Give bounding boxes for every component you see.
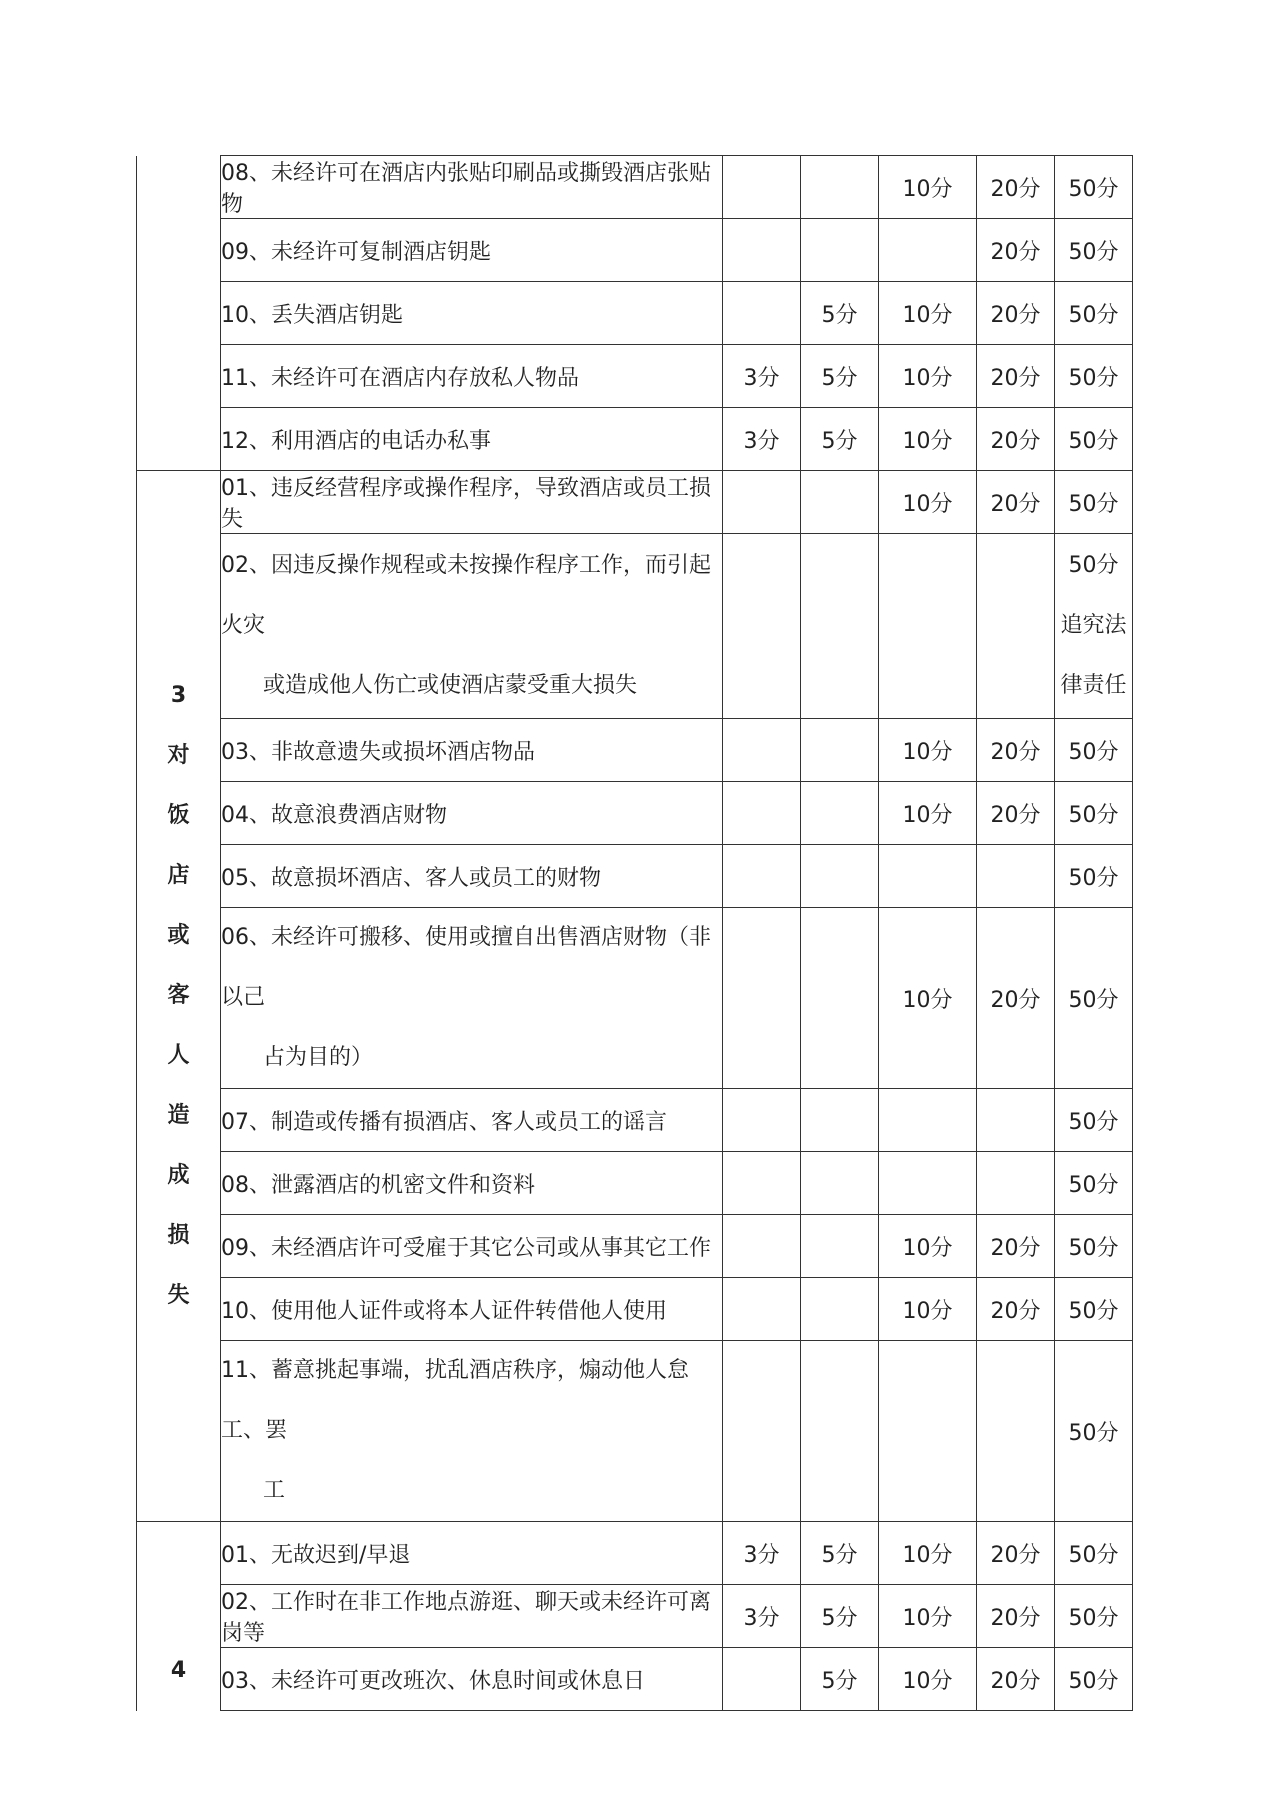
table-row [137,719,1133,782]
penalty-p3 [879,1341,977,1522]
penalty-p2: 5分 [801,1648,879,1711]
penalty-p4: 20分 [977,345,1055,408]
table-row [137,219,1133,282]
penalty-p5: 50分 [1055,1152,1133,1215]
penalty-p3: 10分 [879,1585,977,1648]
penalty-p2 [801,1089,879,1152]
penalty-p1 [723,1341,801,1522]
penalty-p1 [723,282,801,345]
rule-description [221,719,723,782]
penalty-p2: 5分 [801,1585,879,1648]
penalty-p4 [977,534,1055,719]
category-char: 客 [167,983,190,1008]
penalty-p1 [723,845,801,908]
penalty-p4: 20分 [977,719,1055,782]
penalty-p1: 3分 [723,1522,801,1585]
discipline-table [136,155,1133,1711]
rule-text: 08、未经许可在酒店内张贴印刷品或撕毁酒店张贴物 [221,161,711,217]
penalty-p2 [801,719,879,782]
rule-description [221,408,723,471]
rule-text: 05、故意损坏酒店、客人或员工的财物 [221,865,601,891]
penalty-p4: 20分 [977,219,1055,282]
rule-text: 12、利用酒店的电话办私事 [221,428,491,454]
rule-text: 02、因违反操作规程或未按操作程序工作，而引起火灾 [221,553,711,638]
penalty-p4: 20分 [977,782,1055,845]
table-row [137,534,1133,719]
table-row [137,1278,1133,1341]
penalty-p3 [879,219,977,282]
rule-text: 09、未经许可复制酒店钥匙 [221,239,491,265]
penalty-p3: 10分 [879,471,977,534]
table-row [137,1152,1133,1215]
penalty-p4: 20分 [977,1648,1055,1711]
penalty-p5: 50分 [1055,1089,1133,1152]
penalty-p1 [723,219,801,282]
penalty-p1 [723,782,801,845]
category-char: 成 [167,1163,190,1188]
penalty-p3 [879,534,977,719]
penalty-p3: 10分 [879,1278,977,1341]
category-char: 店 [167,863,190,888]
penalty-p5: 50分 [1055,1585,1133,1648]
penalty-line: 追究法 [1060,613,1127,638]
penalty-p5: 50分 [1055,845,1133,908]
penalty-p3 [879,845,977,908]
penalty-p3: 10分 [879,908,977,1089]
penalty-p1 [723,1278,801,1341]
penalty-p1 [723,908,801,1089]
penalty-p4: 20分 [977,282,1055,345]
penalty-p3: 10分 [879,156,977,219]
penalty-p1 [723,1215,801,1278]
penalty-p5: 50分 [1055,1648,1133,1711]
penalty-p1: 3分 [723,1585,801,1648]
penalty-p3 [879,1089,977,1152]
penalty-p5: 50分 [1055,408,1133,471]
penalty-p5: 50分 [1055,282,1133,345]
rule-text: 03、非故意遗失或损坏酒店物品 [221,739,535,765]
penalty-p3: 10分 [879,1215,977,1278]
penalty-p4: 20分 [977,471,1055,534]
penalty-p1 [723,1152,801,1215]
penalty-p2 [801,908,879,1089]
rule-text-continued: 占为目的） [263,1045,374,1070]
penalty-line: 50分 [1068,553,1119,578]
penalty-p5: 50分 [1055,345,1133,408]
penalty-p2: 5分 [801,345,879,408]
penalty-p4: 20分 [977,1522,1055,1585]
penalty-p3: 10分 [879,282,977,345]
table-body [137,156,1133,1711]
rule-description [221,1522,723,1585]
penalty-p1: 3分 [723,408,801,471]
category-char: 4 [170,1657,187,1683]
penalty-p1 [723,471,801,534]
rule-text: 08、泄露酒店的机密文件和资料 [221,1172,535,1198]
penalty-p2: 5分 [801,1522,879,1585]
penalty-p3 [879,1152,977,1215]
penalty-p3: 10分 [879,782,977,845]
table-row [137,1522,1133,1585]
penalty-p4 [977,1089,1055,1152]
penalty-p5: 50分 [1055,1215,1133,1278]
penalty-p2 [801,219,879,282]
table-row [137,1215,1133,1278]
rule-text: 10、使用他人证件或将本人证件转借他人使用 [221,1298,667,1324]
table-row [137,1089,1133,1152]
penalty-p1 [723,156,801,219]
rule-description [221,845,723,908]
penalty-p2: 5分 [801,408,879,471]
penalty-p3: 10分 [879,1648,977,1711]
category-2-cell [137,1522,221,1711]
penalty-line: 律责任 [1060,673,1127,698]
rule-text-continued: 工 [263,1478,286,1503]
penalty-p4: 20分 [977,1585,1055,1648]
penalty-p5: 50分 [1055,471,1133,534]
rule-description [221,908,723,1089]
rule-text: 11、蓄意挑起事端，扰乱酒店秩序，煽动他人怠工、罢 [221,1358,689,1443]
rule-description [221,219,723,282]
category-char: 3 [170,683,187,708]
penalty-p2 [801,1215,879,1278]
rule-text: 11、未经许可在酒店内存放私人物品 [221,365,579,391]
rule-text: 06、未经许可搬移、使用或擅自出售酒店财物（非以己 [221,925,711,1010]
penalty-p3: 10分 [879,719,977,782]
penalty-p1 [723,1648,801,1711]
table-row [137,156,1133,219]
table-row [137,845,1133,908]
category-char: 饭 [167,803,190,828]
rule-description [221,534,723,719]
penalty-p2 [801,156,879,219]
rule-description [221,1341,723,1522]
penalty-p1 [723,1089,801,1152]
rule-description [221,345,723,408]
penalty-p2 [801,534,879,719]
table-row [137,1648,1133,1711]
rule-text: 04、故意浪费酒店财物 [221,802,447,828]
category-char: 对 [167,743,190,768]
rule-description [221,282,723,345]
rule-text: 03、未经许可更改班次、休息时间或休息日 [221,1668,645,1694]
penalty-p5: 50分 [1055,156,1133,219]
category-char: 造 [167,1103,190,1128]
table-row [137,282,1133,345]
penalty-p1 [723,534,801,719]
table-row [137,1341,1133,1522]
penalty-p2 [801,782,879,845]
rule-text: 01、违反经营程序或操作程序，导致酒店或员工损失 [221,476,711,532]
penalty-p4: 20分 [977,156,1055,219]
table-row [137,1585,1133,1648]
penalty-p5: 50分 [1055,908,1133,1089]
rule-text: 09、未经酒店许可受雇于其它公司或从事其它工作 [221,1235,711,1261]
rule-text: 07、制造或传播有损酒店、客人或员工的谣言 [221,1109,667,1135]
rule-text: 10、丢失酒店钥匙 [221,302,403,328]
rule-description [221,471,723,534]
penalty-p5: 50分 [1055,1278,1133,1341]
category-char: 损 [167,1223,190,1248]
rule-description [221,156,723,219]
penalty-p2 [801,1152,879,1215]
penalty-p4: 20分 [977,1215,1055,1278]
penalty-p4: 20分 [977,908,1055,1089]
category-1-cell [137,471,221,1522]
category-char: 失 [167,1283,190,1308]
penalty-p3: 10分 [879,1522,977,1585]
penalty-p1: 3分 [723,345,801,408]
rule-text: 01、无故迟到/早退 [221,1542,411,1568]
table-row [137,345,1133,408]
rule-description [221,1278,723,1341]
penalty-p1 [723,719,801,782]
rule-description [221,782,723,845]
penalty-p2 [801,1278,879,1341]
rule-description [221,1648,723,1711]
penalty-p4: 20分 [977,1278,1055,1341]
rule-description [221,1152,723,1215]
penalty-p2 [801,1341,879,1522]
table-row [137,471,1133,534]
penalty-p5 [1055,534,1133,719]
penalty-p5: 50分 [1055,1341,1133,1522]
penalty-p4 [977,845,1055,908]
rule-description [221,1089,723,1152]
penalty-p5: 50分 [1055,219,1133,282]
category-char: 或 [167,923,190,948]
category-continued-cell [137,156,221,471]
penalty-p2 [801,845,879,908]
rule-description [221,1585,723,1648]
category-char: 人 [167,1043,190,1068]
penalty-p5: 50分 [1055,719,1133,782]
penalty-p4 [977,1152,1055,1215]
penalty-p5: 50分 [1055,782,1133,845]
penalty-p5: 50分 [1055,1522,1133,1585]
table-row [137,908,1133,1089]
penalty-p4 [977,1341,1055,1522]
rule-description [221,1215,723,1278]
penalty-p3: 10分 [879,345,977,408]
rule-text: 02、工作时在非工作地点游逛、聊天或未经许可离岗等 [221,1590,711,1646]
rule-text-continued: 或造成他人伤亡或使酒店蒙受重大损失 [263,673,638,698]
penalty-p2 [801,471,879,534]
penalty-p3: 10分 [879,408,977,471]
table-row [137,782,1133,845]
penalty-p2: 5分 [801,282,879,345]
table-row [137,408,1133,471]
penalty-p4: 20分 [977,408,1055,471]
